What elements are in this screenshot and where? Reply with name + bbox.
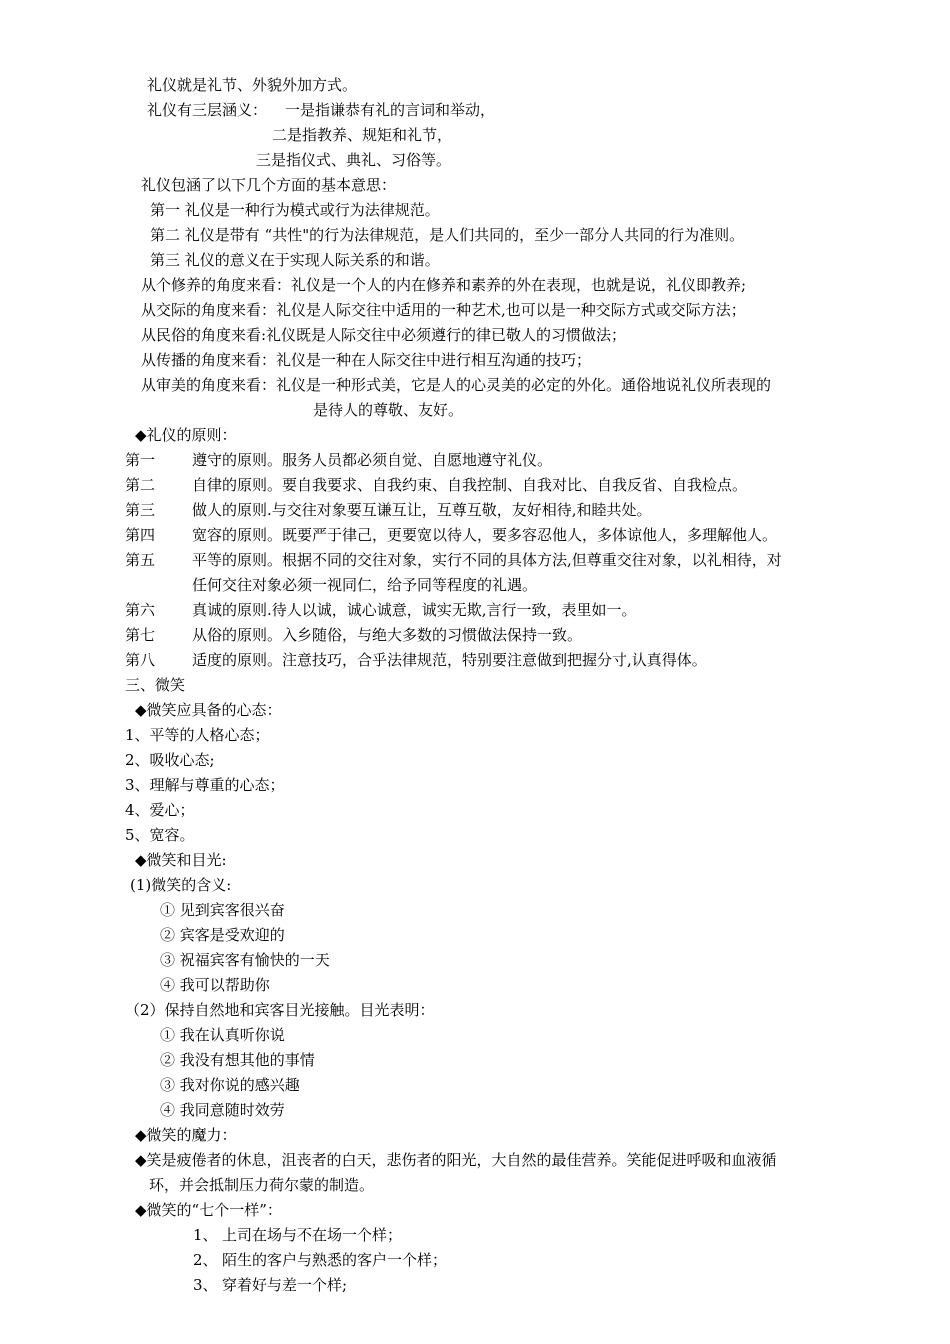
- smile-meaning-item: ① 见到宾客很兴奋: [160, 901, 285, 919]
- principle-text: 宽容的原则。既要严于律己，更要宽以待人，要多容忍他人，多体谅他人，多理解他人。: [192, 526, 778, 544]
- basic-meaning-item: 第一 礼仪是一种行为模式或行为法律规范。: [150, 201, 440, 219]
- eye-contact-item: ④ 我同意随时效劳: [160, 1101, 285, 1119]
- mindset-heading: ◆微笑应具备的心态：: [135, 701, 282, 719]
- principle-text: 适度的原则。注意技巧，合乎法律规范，特别要注意做到把握分寸,认真得体。: [192, 651, 707, 669]
- mindset-item: 3、理解与尊重的心态；: [125, 776, 285, 794]
- section-heading: 三、微笑: [125, 676, 186, 694]
- smile-meaning-item: ③ 祝福宾客有愉快的一天: [160, 951, 330, 969]
- principle-number: 第六: [125, 601, 156, 619]
- principle-number: 第八: [125, 651, 156, 669]
- layer-one: 一是指谦恭有礼的言词和举动，: [285, 101, 496, 119]
- principle-number: 第二: [125, 476, 156, 494]
- seven-same-heading: ◆微笑的“七个一样”：: [135, 1201, 282, 1219]
- layer-two: 二是指教养、规矩和礼节，: [272, 126, 453, 144]
- angle-line: 从传播的角度来看：礼仪是一种在人际交往中进行相互沟通的技巧；: [141, 351, 592, 369]
- eye-contact-heading: （2）保持自然地和宾客目光接触。目光表明：: [125, 1001, 435, 1019]
- seven-same-number: 2、: [193, 1251, 218, 1269]
- principles-heading: ◆礼仪的原则：: [135, 426, 237, 444]
- principle-text: 做人的原则.与交往对象要互谦互让，互尊互敬，友好相待,和睦共处。: [192, 501, 652, 519]
- eye-contact-item: ③ 我对你说的感兴趣: [160, 1076, 300, 1094]
- principle-text-continuation: 任何交往对象必须一视同仁，给予同等程度的礼遇。: [192, 576, 538, 594]
- smile-meaning-item: ④ 我可以帮助你: [160, 976, 270, 994]
- mindset-item: 2、吸收心态;: [125, 751, 215, 769]
- principle-number: 第五: [125, 551, 156, 569]
- principle-text: 遵守的原则。服务人员都必须自觉、自愿地遵守礼仪。: [192, 451, 553, 469]
- principle-number: 第一: [125, 451, 156, 469]
- principle-number: 第七: [125, 626, 156, 644]
- principle-number: 第三: [125, 501, 156, 519]
- basic-meaning-item: 第三 礼仪的意义在于实现人际关系的和谐。: [150, 251, 440, 269]
- principle-text: 从俗的原则。入乡随俗，与绝大多数的习惯做法保持一致。: [192, 626, 583, 644]
- layer-three: 三是指仪式、典礼、习俗等。: [256, 151, 452, 169]
- angle-line: 从交际的角度来看：礼仪是人际交往中适用的一种艺术,也可以是一种交际方式或交际方法；: [141, 301, 746, 319]
- eye-contact-item: ② 我没有想其他的事情: [160, 1051, 315, 1069]
- smile-eyes-heading: ◆微笑和目光:: [135, 851, 227, 869]
- mindset-item: 4、爱心；: [125, 801, 195, 819]
- principle-text: 平等的原则。根据不同的交往对象，实行不同的具体方法,但尊重交往对象，以礼相待，对: [192, 551, 782, 569]
- seven-same-text: 上司在场与不在场一个样；: [222, 1226, 403, 1244]
- layers-heading: 礼仪有三层涵义：: [147, 101, 268, 119]
- basic-meaning-item: 第二 礼仪是带有 “共性"的行为法律规范，是人们共同的，至少一部分人共同的行为准则。: [150, 226, 745, 244]
- mindset-item: 1、平等的人格心态；: [125, 726, 270, 744]
- smile-meaning-heading: (1)微笑的含义:: [130, 876, 232, 894]
- smile-magic-heading: ◆微笑的魔力：: [135, 1126, 237, 1144]
- smile-meaning-item: ② 宾客是受欢迎的: [160, 926, 285, 944]
- seven-same-number: 3、: [193, 1276, 218, 1294]
- smile-magic-text-continuation: 环，并会抵制压力荷尔蒙的制造。: [149, 1176, 375, 1194]
- angle-line: 从个修养的角度来看：礼仪是一个人的内在修养和素养的外在表现，也就是说，礼仪即教养;: [141, 276, 747, 294]
- angle-line-continuation: 是待人的尊敬、友好。: [313, 401, 464, 419]
- principle-text: 真诚的原则.待人以诚，诚心诚意，诚实无欺,言行一致，表里如一。: [192, 601, 637, 619]
- principle-number: 第四: [125, 526, 156, 544]
- basic-meaning-heading: 礼仪包涵了以下几个方面的基本意思：: [141, 176, 397, 194]
- seven-same-number: 1、: [193, 1226, 218, 1244]
- angle-line: 从民俗的角度来看:礼仪既是人际交往中必须遵行的律已敬人的习惯做法；: [141, 326, 627, 344]
- angle-line: 从审美的角度来看：礼仪是一种形式美，它是人的心灵美的必定的外化。通俗地说礼仪所表现的: [141, 376, 772, 394]
- principle-text: 自律的原则。要自我要求、自我约束、自我控制、自我对比、自我反省、自我检点。: [192, 476, 748, 494]
- seven-same-text: 穿着好与差一个样;: [222, 1276, 348, 1294]
- smile-magic-text: ◆笑是疲倦者的休息，沮丧者的白天，悲伤者的阳光，大自然的最佳营养。笑能促进呼吸和血液循: [135, 1151, 777, 1169]
- eye-contact-item: ① 我在认真听你说: [160, 1026, 285, 1044]
- seven-same-text: 陌生的客户与熟悉的客户一个样；: [222, 1251, 448, 1269]
- mindset-item: 5、宽容。: [125, 826, 195, 844]
- definition-line: 礼仪就是礼节、外貌外加方式。: [147, 76, 358, 94]
